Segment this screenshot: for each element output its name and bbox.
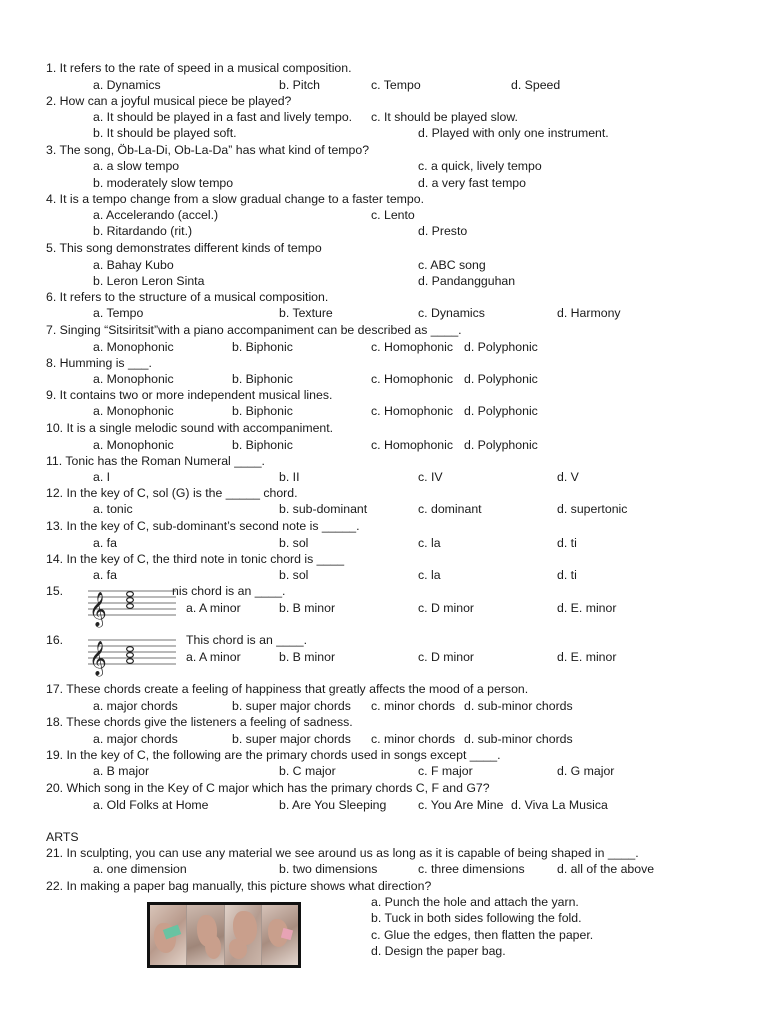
q1-choice-a: a. Dynamics: [93, 78, 161, 92]
q12-choice-b: b. sub-dominant: [279, 502, 368, 516]
q1-choice-d: d. Speed: [511, 78, 561, 92]
q18-choice-a: a. major chords: [93, 732, 178, 746]
q10-choice-c: c. Homophonic: [371, 438, 454, 452]
q1-choice-c: c. Tempo: [371, 78, 421, 92]
q10-choice-a: a. Monophonic: [93, 438, 174, 452]
q4-choice-d: d. Presto: [418, 224, 468, 238]
q5-choice-d: d. Pandangguhan: [418, 274, 516, 288]
question-8-stem: 8. Humming is ___.: [46, 356, 152, 370]
q8-choice-c: c. Homophonic: [371, 372, 454, 386]
q13-choice-a: a. fa: [93, 536, 117, 550]
q18-choice-d: d. sub-minor chords: [464, 732, 573, 746]
q14-choice-a: a. fa: [93, 568, 117, 582]
q21-choice-b: b. two dimensions: [279, 862, 378, 876]
q2-choice-d: d. Played with only one instrument.: [418, 126, 609, 140]
q10-choice-d: d. Polyphonic: [464, 438, 538, 452]
question-15-stem: nis chord is an ____.: [172, 584, 286, 598]
q1-choice-b: b. Pitch: [279, 78, 321, 92]
q5-choice-b: b. Leron Leron Sinta: [93, 274, 205, 288]
question-2-stem: 2. How can a joyful musical piece be played?: [46, 94, 292, 108]
q15-choice-b: b. B minor: [279, 601, 336, 615]
q22-choice-c: c. Glue the edges, then flatten the paper.: [371, 928, 594, 942]
q12-choice-a: a. tonic: [93, 502, 133, 516]
q11-choice-a: a. I: [93, 470, 111, 484]
question-13-stem: 13. In the key of C, sub-dominant’s second note is _____.: [46, 519, 360, 533]
q21-choice-c: c. three dimensions: [418, 862, 525, 876]
q13-choice-b: b. sol: [279, 536, 309, 550]
q19-choice-d: d. G major: [557, 764, 615, 778]
question-21-stem: 21. In sculpting, you can use any material we see around us as long as it is capable of being shaped in ____.: [46, 846, 639, 860]
q3-choice-c: c. a quick, lively tempo: [418, 159, 542, 173]
q9-choice-d: d. Polyphonic: [464, 404, 538, 418]
q7-choice-b: b. Biphonic: [232, 340, 293, 354]
svg-text:𝄞: 𝄞: [89, 641, 107, 676]
q17-choice-d: d. sub-minor chords: [464, 699, 573, 713]
q19-choice-a: a. B major: [93, 764, 150, 778]
music-staff-chord-icon: [86, 632, 178, 678]
music-staff-chord-icon: [86, 583, 178, 629]
q11-choice-b: b. II: [279, 470, 300, 484]
q13-choice-c: c. la: [418, 536, 441, 550]
q4-choice-a: a. Accelerando (accel.): [93, 208, 219, 222]
q6-choice-b: b. Texture: [279, 306, 333, 320]
q11-choice-c: c. IV: [418, 470, 443, 484]
q6-choice-a: a. Tempo: [93, 306, 144, 320]
q16-choice-d: d. E. minor: [557, 650, 617, 664]
q12-choice-c: c. dominant: [418, 502, 482, 516]
q20-choice-b: b. Are You Sleeping: [279, 798, 387, 812]
q14-choice-c: c. la: [418, 568, 441, 582]
q6-choice-d: d. Harmony: [557, 306, 621, 320]
q3-choice-a: a. a slow tempo: [93, 159, 180, 173]
q17-choice-a: a. major chords: [93, 699, 178, 713]
question-14-stem: 14. In the key of C, the third note in tonic chord is ____: [46, 552, 345, 566]
svg-text:𝄞: 𝄞: [89, 592, 107, 627]
question-1-stem: 1. It refers to the rate of speed in a musical composition.: [46, 61, 352, 75]
q12-choice-d: d. supertonic: [557, 502, 628, 516]
q11-choice-d: d. V: [557, 470, 579, 484]
q3-choice-b: b. moderately slow tempo: [93, 176, 234, 190]
q14-choice-b: b. sol: [279, 568, 309, 582]
question-3-stem: 3. The song, Öb-La-Di, Ob-La-Da” has what kind of tempo?: [46, 143, 370, 157]
question-20-stem: 20. Which song in the Key of C major which has the primary chords C, F and G7?: [46, 781, 490, 795]
q19-choice-b: b. C major: [279, 764, 336, 778]
q7-choice-a: a. Monophonic: [93, 340, 174, 354]
q9-choice-a: a. Monophonic: [93, 404, 174, 418]
q10-choice-b: b. Biphonic: [232, 438, 293, 452]
question-10-stem: 10. It is a single melodic sound with accompaniment.: [46, 421, 334, 435]
arts-heading: ARTS: [46, 830, 79, 844]
q17-choice-b: b. super major chords: [232, 699, 351, 713]
q9-choice-c: c. Homophonic: [371, 404, 454, 418]
q18-choice-c: c. minor chords: [371, 732, 456, 746]
q9-choice-b: b. Biphonic: [232, 404, 293, 418]
q8-choice-b: b. Biphonic: [232, 372, 293, 386]
q21-choice-a: a. one dimension: [93, 862, 187, 876]
q22-choice-b: b. Tuck in both sides following the fold.: [371, 911, 582, 925]
q2-choice-c: c. It should be played slow.: [371, 110, 518, 124]
q7-choice-d: d. Polyphonic: [464, 340, 538, 354]
q13-choice-d: d. ti: [557, 536, 577, 550]
q16-choice-a: a. A minor: [186, 650, 241, 664]
question-19-stem: 19. In the key of C, the following are the primary chords used in songs except ____.: [46, 748, 501, 762]
question-9-stem: 9. It contains two or more independent musical lines.: [46, 388, 333, 402]
question-17-stem: 17. These chords create a feeling of happiness that greatly affects the mood of a person.: [46, 682, 529, 696]
question-16-stem: This chord is an ____.: [186, 633, 307, 647]
q4-choice-c: c. Lento: [371, 208, 415, 222]
q20-choice-a: a. Old Folks at Home: [93, 798, 209, 812]
paper-bag-steps-photo: [147, 902, 301, 968]
question-6-stem: 6. It refers to the structure of a musical composition.: [46, 290, 329, 304]
q15-choice-d: d. E. minor: [557, 601, 617, 615]
q2-choice-a: a. It should be played in a fast and lively tempo.: [93, 110, 353, 124]
q20-choice-c: c. You Are Mine: [418, 798, 504, 812]
question-15-number: 15.: [46, 584, 64, 598]
question-18-stem: 18. These chords give the listeners a feeling of sadness.: [46, 715, 353, 729]
q8-choice-a: a. Monophonic: [93, 372, 174, 386]
q22-choice-d: d. Design the paper bag.: [371, 944, 506, 958]
question-12-stem: 12. In the key of C, sol (G) is the _____ chord.: [46, 486, 298, 500]
q20-choice-d: d. Viva La Musica: [511, 798, 608, 812]
q21-choice-d: d. all of the above: [557, 862, 655, 876]
q18-choice-b: b. super major chords: [232, 732, 351, 746]
question-22-stem: 22. In making a paper bag manually, this picture shows what direction?: [46, 879, 432, 893]
q3-choice-d: d. a very fast tempo: [418, 176, 526, 190]
q14-choice-d: d. ti: [557, 568, 577, 582]
q6-choice-c: c. Dynamics: [418, 306, 485, 320]
question-5-stem: 5. This song demonstrates different kinds of tempo: [46, 241, 322, 255]
q8-choice-d: d. Polyphonic: [464, 372, 538, 386]
q15-choice-c: c. D minor: [418, 601, 475, 615]
q16-choice-c: c. D minor: [418, 650, 475, 664]
q15-choice-a: a. A minor: [186, 601, 241, 615]
question-16-number: 16.: [46, 633, 64, 647]
q16-choice-b: b. B minor: [279, 650, 336, 664]
q7-choice-c: c. Homophonic: [371, 340, 454, 354]
q5-choice-c: c. ABC song: [418, 258, 486, 272]
q5-choice-a: a. Bahay Kubo: [93, 258, 174, 272]
q17-choice-c: c. minor chords: [371, 699, 456, 713]
q2-choice-b: b. It should be played soft.: [93, 126, 237, 140]
q22-choice-a: a. Punch the hole and attach the yarn.: [371, 895, 579, 909]
question-11-stem: 11. Tonic has the Roman Numeral ____.: [46, 454, 265, 468]
question-7-stem: 7. Singing “Sitsiritsit”with a piano accompaniment can be described as ____.: [46, 323, 462, 337]
q4-choice-b: b. Ritardando (rit.): [93, 224, 193, 238]
question-4-stem: 4. It is a tempo change from a slow gradual change to a faster tempo.: [46, 192, 424, 206]
q19-choice-c: c. F major: [418, 764, 473, 778]
